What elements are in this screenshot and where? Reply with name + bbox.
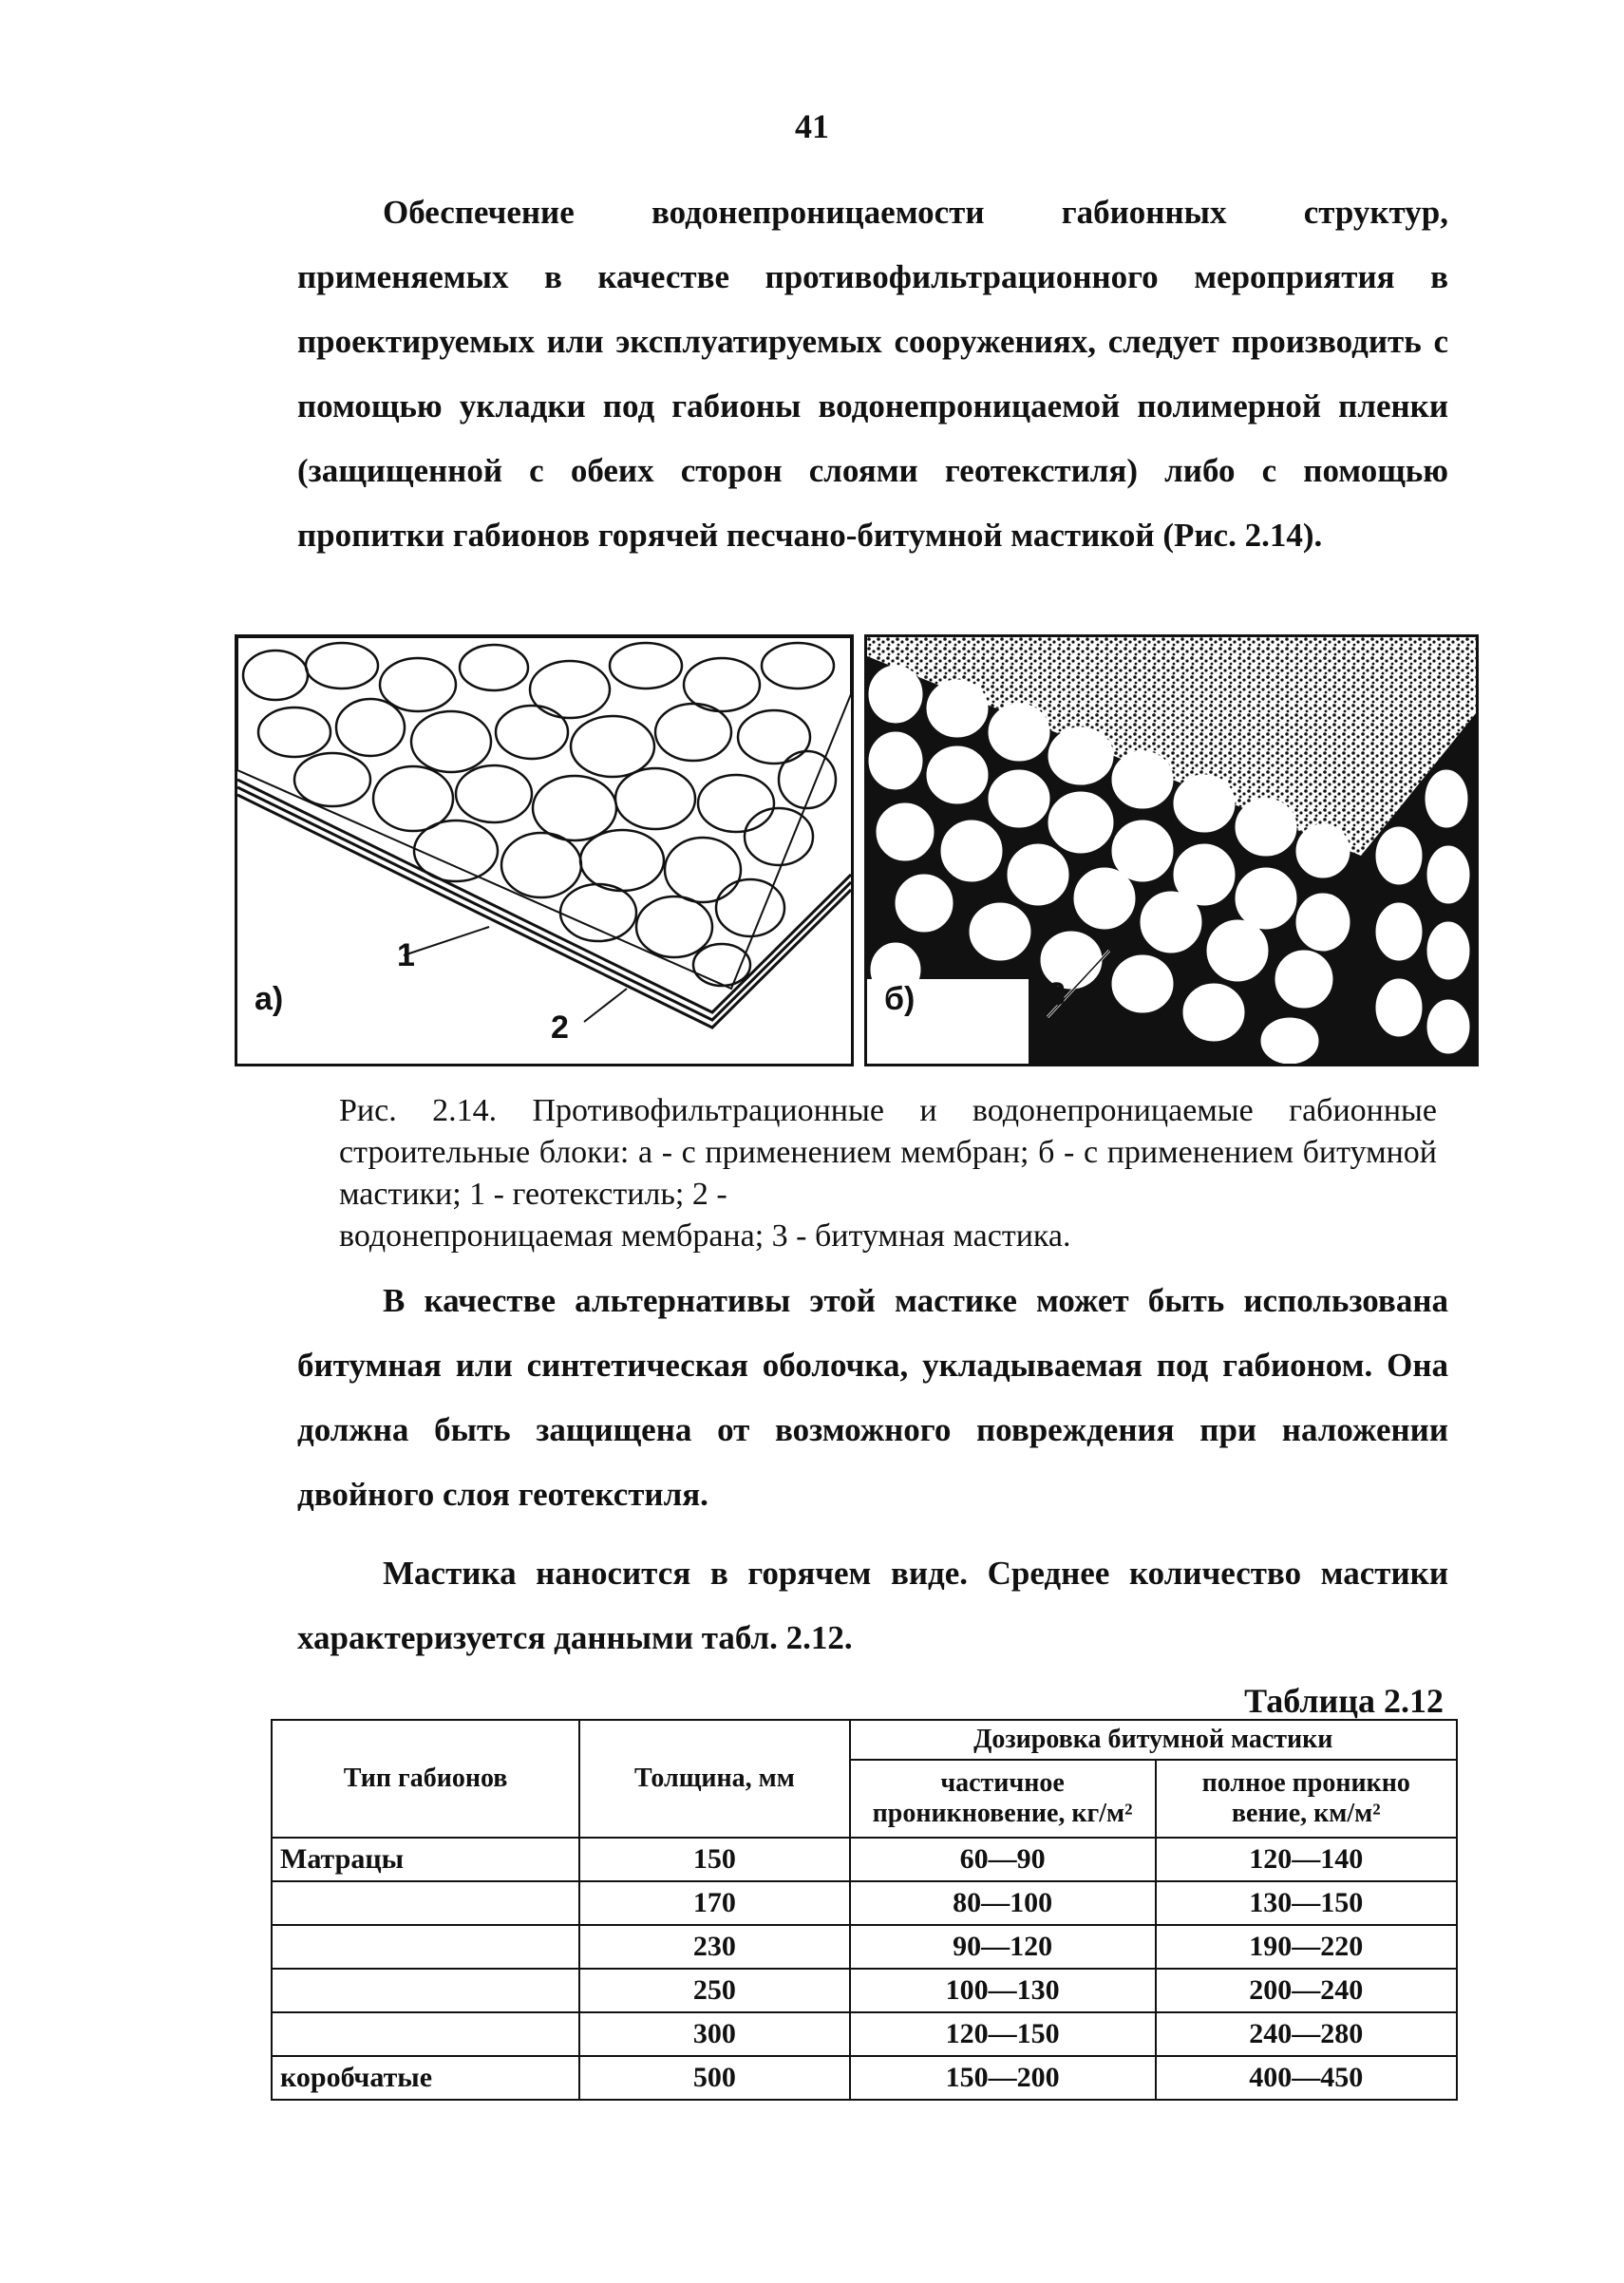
cell-thickness: 230: [579, 1925, 849, 1969]
cell-full: 240—280: [1156, 2012, 1457, 2056]
header-type: Тип габионов: [272, 1720, 579, 1838]
cell-thickness: 170: [579, 1881, 849, 1925]
cell-type: [272, 2012, 579, 2056]
table-row: [272, 1838, 1457, 1881]
cell-partial: 80—100: [850, 1881, 1156, 1925]
figure-2-14: [235, 634, 1479, 1066]
table-row: [272, 2012, 1457, 2056]
figure-caption: [339, 1090, 1437, 1257]
cell-full: 200—240: [1156, 1969, 1457, 2012]
paragraph-alternative: В качестве альтернативы этой мастике может быть использована битумная или синтетическая оболочка, укладываемая под габионом. Она должна быть защищена от возможного повреждения при наложении двойного слоя геотекстиля.: [297, 1282, 1448, 1513]
cell-type: коробчатые: [272, 2056, 579, 2100]
gabion-membrane-illustration: [237, 637, 851, 1064]
caption-text: Рис. 2.14. Противофильтрационные и водонепроницаемые габионные строительные блоки: а - с применением мембран; б - с применением битумной мастики; 1 - геотекстиль; 2 -: [339, 1093, 1437, 1212]
cell-full: 120—140: [1156, 1838, 1457, 1881]
cell-partial: 150—200: [850, 2056, 1156, 2100]
cell-thickness: 250: [579, 1969, 849, 2012]
cell-thickness: 500: [579, 2056, 849, 2100]
paragraph-waterproofing: Обеспечение водонепроницаемости габионных структур, применяемых в качестве противофильтрационного мероприятия в проектируемых или эксплуатируемых сооружениях, следует производить с помощью укладки под габионы водонепроницаемой полимерной пленки (защищенной с обеих сторон слоями геотекстиля) либо с помощью пропитки габионов горячей песчано-битумной мастикой (Рис. 2.14).: [297, 194, 1448, 554]
cell-full: 400—450: [1156, 2056, 1457, 2100]
cell-full: 190—220: [1156, 1925, 1457, 1969]
table-row: [272, 1881, 1457, 1925]
header-partial: частичное проникновение, кг/м²: [850, 1760, 1156, 1838]
caption-text-end: водонепроницаемая мембрана; 3 - битумная мастика.: [339, 1218, 1071, 1254]
cell-partial: 90—120: [850, 1925, 1156, 1969]
cell-type: [272, 1969, 579, 2012]
cell-type: Матрацы: [272, 1838, 579, 1881]
cell-partial: 60—90: [850, 1838, 1156, 1881]
table-row: [272, 1925, 1457, 1969]
table-label: Таблица 2.12: [1244, 1682, 1444, 1720]
paragraph-mastic: Мастика наносится в горячем виде. Среднее количество мастики характеризуется данными табл. 2.12.: [297, 1555, 1448, 1656]
header-thickness: Толщина, мм: [579, 1720, 849, 1838]
label-1-geotextile: 1: [397, 937, 415, 973]
label-3-bitumen: 3: [1048, 976, 1066, 1012]
cell-type: [272, 1881, 579, 1925]
cell-thickness: 150: [579, 1838, 849, 1881]
table-row: [272, 2056, 1457, 2100]
gabion-bitumen-illustration: [867, 637, 1476, 1064]
cell-partial: 100—130: [850, 1969, 1156, 2012]
dosage-table: [271, 1719, 1458, 2101]
header-dosage: Дозировка битумной мастики: [850, 1720, 1457, 1760]
label-2-membrane: 2: [551, 1009, 569, 1046]
cell-type: [272, 1925, 579, 1969]
header-full: полное проникно вение, км/м²: [1156, 1760, 1457, 1838]
cell-thickness: 300: [579, 2012, 849, 2056]
cell-partial: 120—150: [850, 2012, 1156, 2056]
panel-a-letter: а): [255, 981, 284, 1017]
figure-panel-b: [864, 634, 1479, 1066]
table-row: [272, 1969, 1457, 2012]
cell-full: 130—150: [1156, 1881, 1457, 1925]
panel-b-letter: б): [884, 981, 916, 1017]
page-number: 41: [795, 107, 829, 145]
figure-panel-a: [235, 634, 854, 1066]
